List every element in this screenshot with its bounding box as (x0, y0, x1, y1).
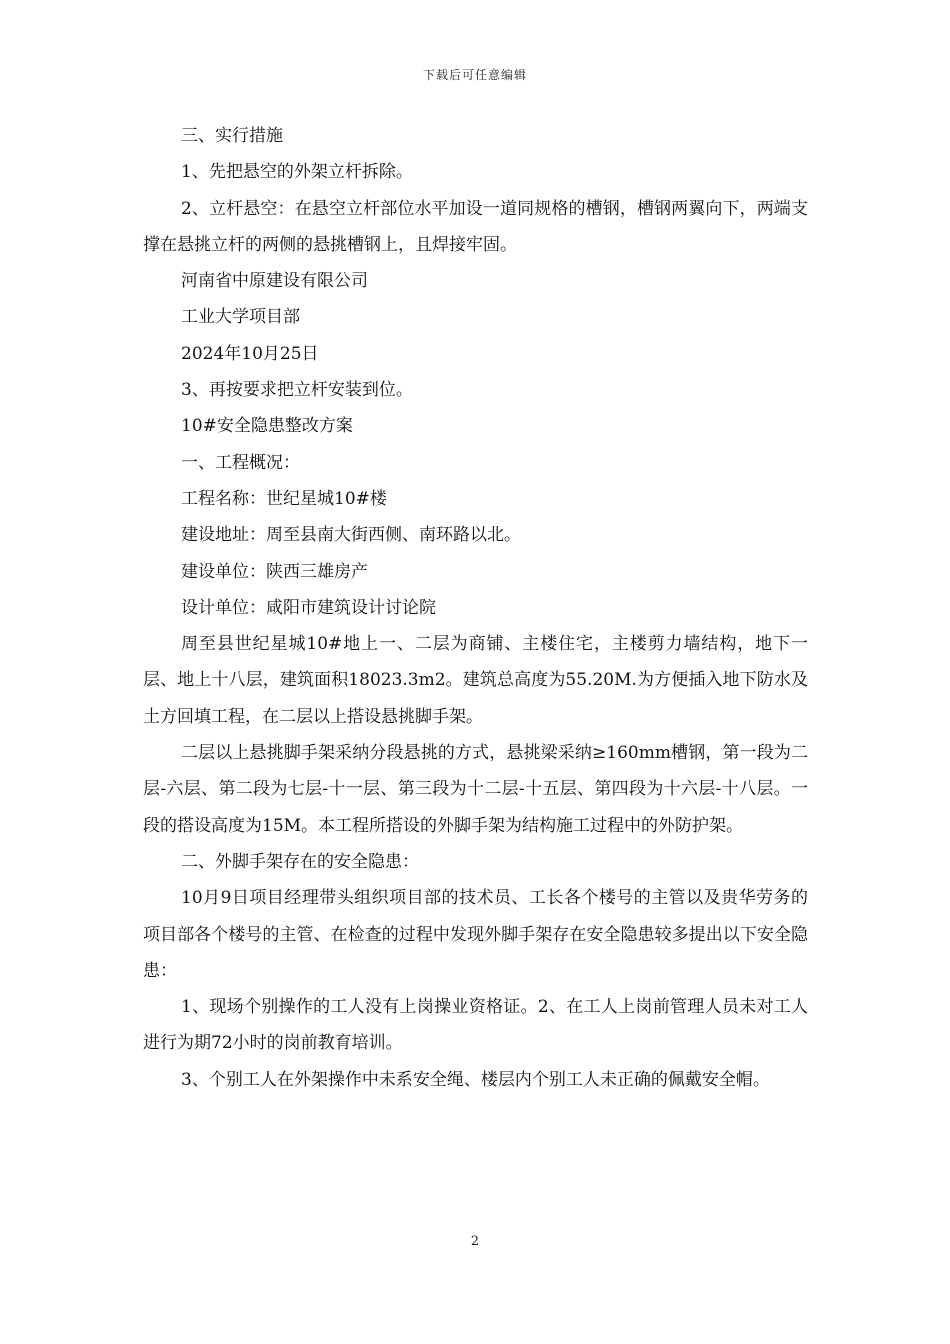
paragraph: 3、个别工人在外架操作中未系安全绳、楼层内个别工人未正确的佩戴安全帽。 (181, 1069, 770, 1090)
paragraph: 二、外脚手架存在的安全隐患： (181, 851, 419, 872)
paragraph: 周至县世纪星城10#地上一、二层为商铺、主楼住宅，主楼剪力墙结构，地下一层、地上十八层，建筑面积18023.3m2。建筑总高度为55.20M.为方便插入地下防水及土方回填工程，在二层以上搭设悬挑脚手架。 (143, 634, 808, 727)
paragraph: 建设单位：陕西三雄房产 (181, 561, 368, 582)
paragraph: 二层以上悬挑脚手架采纳分段悬挑的方式，悬挑梁采纳≥160mm槽钢，第一段为二层-六层、第二段为七层-十一层、第三段为十二层-十五层、第四段为十六层-十八层。一段的搭设高度为15M。本工程所搭设的外脚手架为结构施工过程中的外防护架。 (143, 743, 808, 836)
paragraph: 工业大学项目部 (181, 307, 300, 328)
paragraph: 河南省中原建设有限公司 (181, 271, 368, 292)
paragraph: 1、先把悬空的外架立杆拆除。 (181, 162, 413, 183)
paragraph: 2024年10月25日 (181, 343, 319, 364)
paragraph: 设计单位：咸阳市建筑设计讨论院 (181, 597, 436, 618)
page-header: 下载后可任意编辑 (422, 68, 527, 82)
paragraph: 10月9日项目经理带头组织项目部的技术员、工长各个楼号的主管以及贵华劳务的项目部各个楼号的主管、在检查的过程中发现外脚手架存在安全隐患较多提出以下安全隐患： (143, 888, 808, 981)
paragraph: 工程名称：世纪星城10#楼 (181, 488, 387, 509)
paragraph: 1、现场个别操作的工人没有上岗操业资格证。2、在工人上岗前管理人员未对工人进行为期72小时的岗前教育培训。 (143, 997, 808, 1054)
paragraph: 一、工程概况： (181, 452, 300, 473)
page-number: 2 (470, 1234, 480, 1249)
document-body (143, 118, 808, 1098)
paragraph: 建设地址：周至县南大街西侧、南环路以北。 (181, 525, 521, 546)
paragraph: 3、再按要求把立杆安装到位。 (181, 380, 413, 401)
paragraph: 10#安全隐患整改方案 (181, 416, 353, 437)
paragraph: 三、实行措施 (181, 126, 283, 146)
paragraph: 2、立杆悬空：在悬空立杆部位水平加设一道同规格的槽钢，槽钢两翼向下，两端支撑在悬挑立杆的两侧的悬挑槽钢上，且焊接牢固。 (143, 198, 808, 255)
